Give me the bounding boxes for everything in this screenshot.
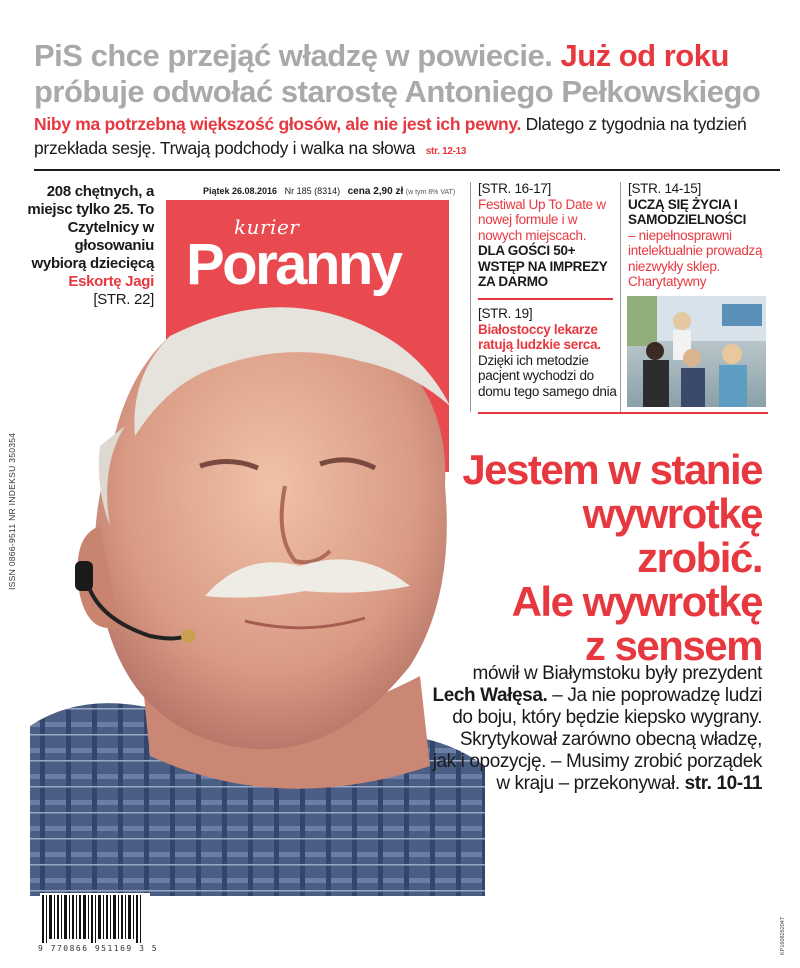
quote-line-2: wywrotkę bbox=[582, 490, 762, 537]
quote-line-5: z sensem bbox=[584, 622, 762, 669]
teaser-festival-ref: [STR. 16-17] bbox=[478, 181, 551, 196]
issn-text: ISSN 0866-9511 NR INDEKSU 350354 bbox=[7, 432, 17, 590]
teaser-shop-photo bbox=[627, 296, 766, 407]
logo-poranny: Poranny bbox=[186, 232, 401, 297]
masthead-logo bbox=[186, 215, 436, 295]
story-page-ref: str. 10-11 bbox=[684, 773, 762, 794]
left-teaser-highlight: Eskortę Jagi bbox=[68, 273, 154, 290]
subline-text: Dlatego z tygodnia na tydzień przekłada sesję. Trwają podchody i walka na słowa bbox=[34, 114, 747, 158]
main-quote bbox=[382, 448, 762, 668]
headline-grey: PiS chce przejąć władzę w powiecie. bbox=[34, 38, 553, 73]
teaser-shop bbox=[628, 181, 768, 290]
main-headline bbox=[34, 38, 774, 110]
column-divider-right bbox=[620, 182, 621, 412]
headline-red: Już od roku bbox=[560, 38, 729, 73]
left-teaser-text: 208 chętnych, a miejsc tylko 25. To Czytelnicy w głosowaniu wybiorą dziecięcą bbox=[27, 183, 154, 272]
issue-number: Nr 185 (8314) bbox=[284, 186, 341, 196]
teaser-shop-ref: [STR. 14-15] bbox=[628, 181, 701, 196]
teaser-festival-text: Festiwal Up To Date w nowej formule i w nowych miejscach. bbox=[478, 196, 606, 243]
left-teaser bbox=[22, 183, 154, 309]
issue-price: cena 2,90 zł bbox=[347, 186, 404, 197]
subline-red: Niby ma potrzebną większość głosów, ale nie jest ich pewny. bbox=[34, 114, 522, 134]
story-name: Lech Wałęsa. bbox=[432, 685, 548, 706]
barcode-digits: 9 770866 951169 3 5 bbox=[38, 944, 159, 953]
logo-kurier: kurier bbox=[234, 215, 300, 239]
teaser-doctors-red: Białostoccy lekarze ratują ludzkie serca. bbox=[478, 321, 601, 352]
teaser-bottom-rule bbox=[478, 412, 768, 414]
issue-vat: (w tym 8% VAT) bbox=[405, 189, 456, 196]
issue-dateline bbox=[203, 186, 455, 197]
headline-grey-2: próbuje odwołać starostę Antoniego Pełkowskiego bbox=[34, 74, 761, 109]
left-teaser-page-ref: [STR. 22] bbox=[93, 291, 154, 308]
subline-page-ref: str. 12-13 bbox=[425, 146, 467, 157]
teaser-festival bbox=[478, 181, 618, 290]
quote-line-4: Ale wywrotkę bbox=[511, 578, 762, 625]
teaser-festival-bold: DLA GOŚCI 50+ WSTĘP NA IMPREZY ZA DARMO bbox=[478, 243, 608, 289]
teaser-separator bbox=[478, 298, 613, 300]
side-code-text: KP1608262047 bbox=[780, 917, 786, 955]
headline-divider bbox=[34, 169, 780, 171]
issn-label bbox=[7, 420, 19, 590]
teaser-doctors-ref: [STR. 19] bbox=[478, 306, 533, 321]
quote-line-3: zrobić. bbox=[637, 534, 762, 581]
story-part-2: – Ja nie poprowadzę ludzi do boju, który będzie kiepsko wygrany. Skrytykował zarówno obecną władzę, jak i opozycję. – Musimy zrobić porządek w kraju – przekonywał. bbox=[432, 685, 762, 794]
headline-subline bbox=[34, 112, 774, 164]
teaser-doctors bbox=[478, 306, 618, 399]
teaser-shop-bold: UCZĄ SIĘ ŻYCIA I SAMODZIELNOŚCI bbox=[628, 196, 747, 227]
main-story bbox=[432, 663, 762, 795]
story-part-1: mówił w Białymstoku były prezydent bbox=[472, 663, 762, 684]
side-code bbox=[780, 905, 790, 955]
issue-date: Piątek 26.08.2016 bbox=[203, 186, 278, 196]
teaser-doctors-text: Dzięki ich metodzie pacjent wychodzi do domu tego samego dnia bbox=[478, 352, 617, 399]
quote-line-1: Jestem w stanie bbox=[462, 446, 762, 493]
teaser-shop-text: – niepełnosprawni intelektualnie prowadzą niezwykły sklep. Charytatywny bbox=[628, 227, 763, 289]
barcode bbox=[40, 893, 150, 945]
column-divider-left bbox=[470, 182, 471, 412]
